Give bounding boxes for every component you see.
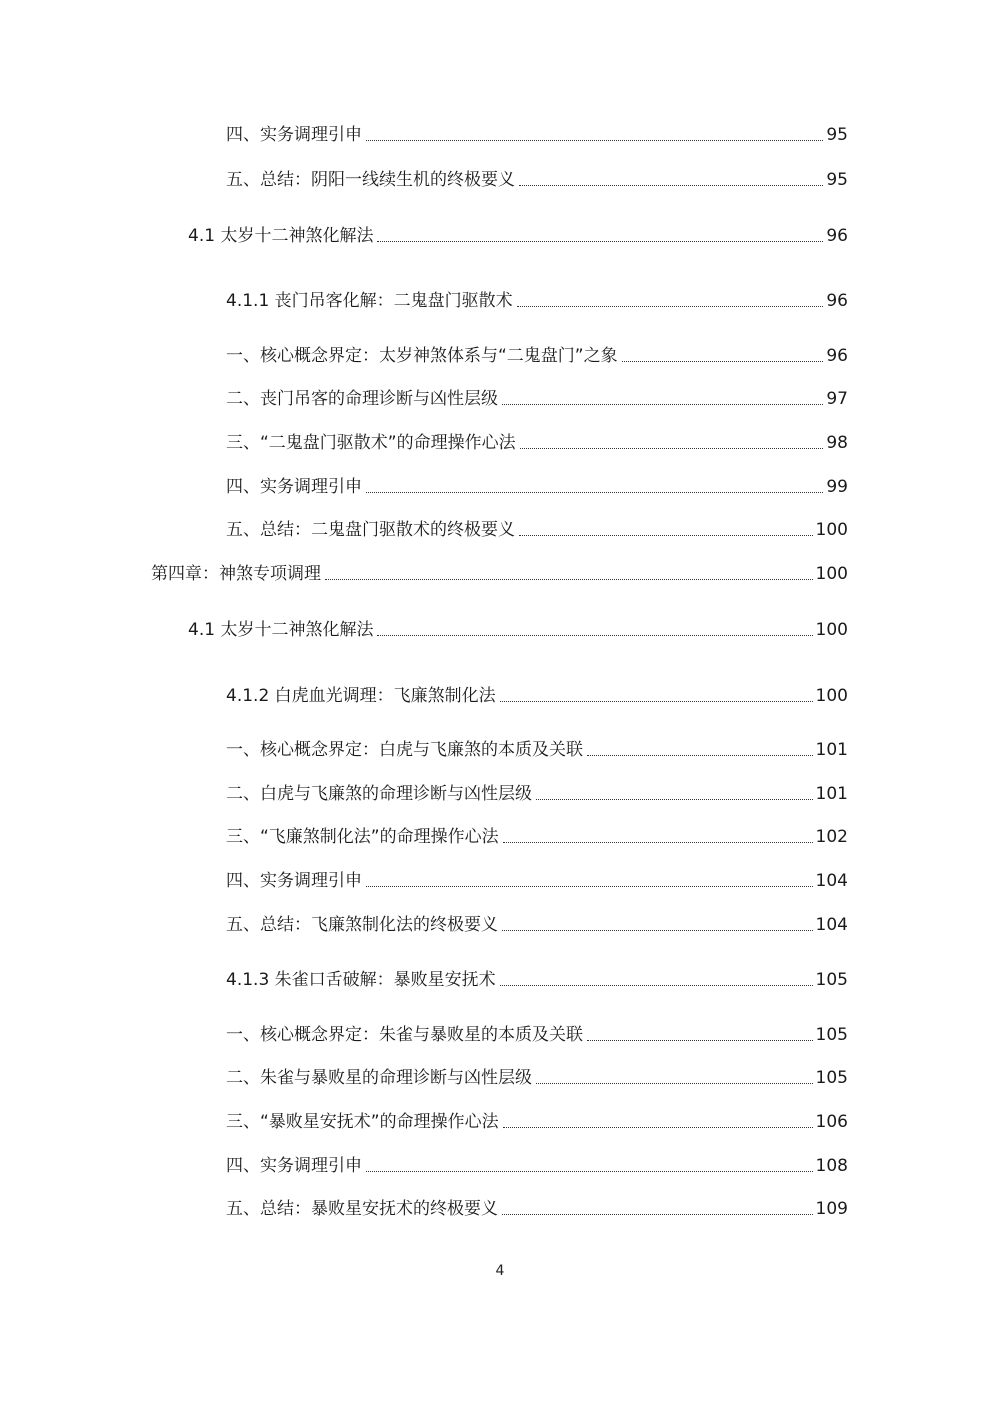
- toc-entry[interactable]: [226, 476, 848, 498]
- dot-leader: [325, 578, 813, 580]
- toc-entry[interactable]: [226, 783, 848, 805]
- dot-leader: [503, 841, 813, 843]
- toc-entry-page: 95: [826, 170, 848, 190]
- toc-entry[interactable]: [226, 432, 848, 454]
- toc-entry[interactable]: [226, 169, 848, 191]
- dot-leader: [502, 403, 823, 405]
- toc-entry[interactable]: [226, 1067, 848, 1089]
- toc-entry-page: 105: [815, 1025, 848, 1045]
- toc-entry-page: 105: [815, 970, 848, 990]
- toc-entry-title: 4.1.1 丧门吊客化解：二鬼盘门驱散术: [226, 291, 513, 311]
- dot-leader: [536, 1082, 813, 1084]
- toc-entry[interactable]: [226, 826, 848, 848]
- toc-entry-page: 105: [815, 1068, 848, 1088]
- toc-entry[interactable]: [226, 1111, 848, 1133]
- toc-entry-page: 102: [815, 827, 848, 847]
- toc-entry[interactable]: [226, 124, 848, 146]
- dot-leader: [536, 798, 813, 800]
- toc-entry[interactable]: [188, 619, 848, 641]
- dot-leader: [519, 534, 813, 536]
- toc-entry-title: 一、核心概念界定：白虎与飞廉煞的本质及关联: [226, 740, 583, 760]
- toc-entry[interactable]: [226, 914, 848, 936]
- toc-entry[interactable]: [226, 685, 848, 707]
- toc-entry-title: 四、实务调理引申: [226, 125, 362, 145]
- toc-entry-title: 三、“飞廉煞制化法”的命理操作心法: [226, 827, 499, 847]
- toc-entry-page: 101: [815, 784, 848, 804]
- toc-entry-title: 4.1.3 朱雀口舌破解：暴败星安抚术: [226, 970, 496, 990]
- toc-entry-page: 96: [826, 346, 848, 366]
- toc-entry-title: 4.1 太岁十二神煞化解法: [188, 226, 374, 246]
- dot-leader: [587, 754, 813, 756]
- toc-entry[interactable]: [226, 290, 848, 312]
- toc-entry-title: 五、总结：阴阳一线续生机的终极要义: [226, 170, 515, 190]
- toc-entry-title: 4.1 太岁十二神煞化解法: [188, 620, 374, 640]
- toc-entry[interactable]: [226, 870, 848, 892]
- toc-entry-title: 二、白虎与飞廉煞的命理诊断与凶性层级: [226, 784, 532, 804]
- toc-entry-title: 五、总结：飞廉煞制化法的终极要义: [226, 915, 498, 935]
- dot-leader: [502, 929, 813, 931]
- toc-entry-page: 104: [815, 915, 848, 935]
- dot-leader: [520, 447, 824, 449]
- toc-entry[interactable]: [226, 1198, 848, 1220]
- toc-entry-title: 四、实务调理引申: [226, 477, 362, 497]
- toc-entry-page: 100: [815, 564, 848, 584]
- toc-entry[interactable]: [226, 388, 848, 410]
- toc-entry-page: 101: [815, 740, 848, 760]
- toc-entry[interactable]: [188, 225, 848, 247]
- toc-entry-page: 106: [815, 1112, 848, 1132]
- toc-entry[interactable]: [226, 1024, 848, 1046]
- toc-entry-chapter[interactable]: [151, 563, 848, 585]
- dot-leader: [517, 305, 824, 307]
- dot-leader: [519, 184, 823, 186]
- dot-leader: [502, 1213, 813, 1215]
- dot-leader: [503, 1126, 813, 1128]
- toc-entry[interactable]: [226, 969, 848, 991]
- toc-entry-page: 99: [826, 477, 848, 497]
- page-number: 4: [495, 1263, 505, 1279]
- toc-entry-page: 96: [826, 226, 848, 246]
- dot-leader: [377, 240, 823, 242]
- toc-entry-title: 五、总结：二鬼盘门驱散术的终极要义: [226, 520, 515, 540]
- toc-entry-title: 四、实务调理引申: [226, 871, 362, 891]
- toc-entry-title: 四、实务调理引申: [226, 1156, 362, 1176]
- dot-leader: [622, 360, 824, 362]
- dot-leader: [500, 700, 813, 702]
- toc-entry-page: 98: [826, 433, 848, 453]
- dot-leader: [366, 885, 813, 887]
- dot-leader: [500, 984, 813, 986]
- toc-entry-page: 109: [815, 1199, 848, 1219]
- toc-entry-page: 104: [815, 871, 848, 891]
- dot-leader: [366, 139, 823, 141]
- toc-entry-page: 97: [826, 389, 848, 409]
- dot-leader: [377, 634, 812, 636]
- toc-entry-title: 一、核心概念界定：朱雀与暴败星的本质及关联: [226, 1025, 583, 1045]
- toc-entry-title: 一、核心概念界定：太岁神煞体系与“二鬼盘门”之象: [226, 346, 618, 366]
- toc-entry-page: 108: [815, 1156, 848, 1176]
- toc-entry-title: 五、总结：暴败星安抚术的终极要义: [226, 1199, 498, 1219]
- toc-entry[interactable]: [226, 519, 848, 541]
- toc-entry-page: 96: [826, 291, 848, 311]
- toc-entry-title: 三、“二鬼盘门驱散术”的命理操作心法: [226, 433, 516, 453]
- toc-entry[interactable]: [226, 739, 848, 761]
- toc-entry-page: 95: [826, 125, 848, 145]
- toc-entry-title: 二、朱雀与暴败星的命理诊断与凶性层级: [226, 1068, 532, 1088]
- dot-leader: [366, 491, 823, 493]
- toc-entry[interactable]: [226, 1155, 848, 1177]
- toc-entry-page: 100: [815, 520, 848, 540]
- toc-entry-page: 100: [815, 620, 848, 640]
- toc-entry-page: 100: [815, 686, 848, 706]
- toc-entry-title: 第四章：神煞专项调理: [151, 564, 321, 584]
- toc-entry-title: 三、“暴败星安抚术”的命理操作心法: [226, 1112, 499, 1132]
- toc-entry-title: 二、丧门吊客的命理诊断与凶性层级: [226, 389, 498, 409]
- dot-leader: [587, 1039, 813, 1041]
- toc-entry-title: 4.1.2 白虎血光调理：飞廉煞制化法: [226, 686, 496, 706]
- toc-entry[interactable]: [226, 345, 848, 367]
- dot-leader: [366, 1170, 813, 1172]
